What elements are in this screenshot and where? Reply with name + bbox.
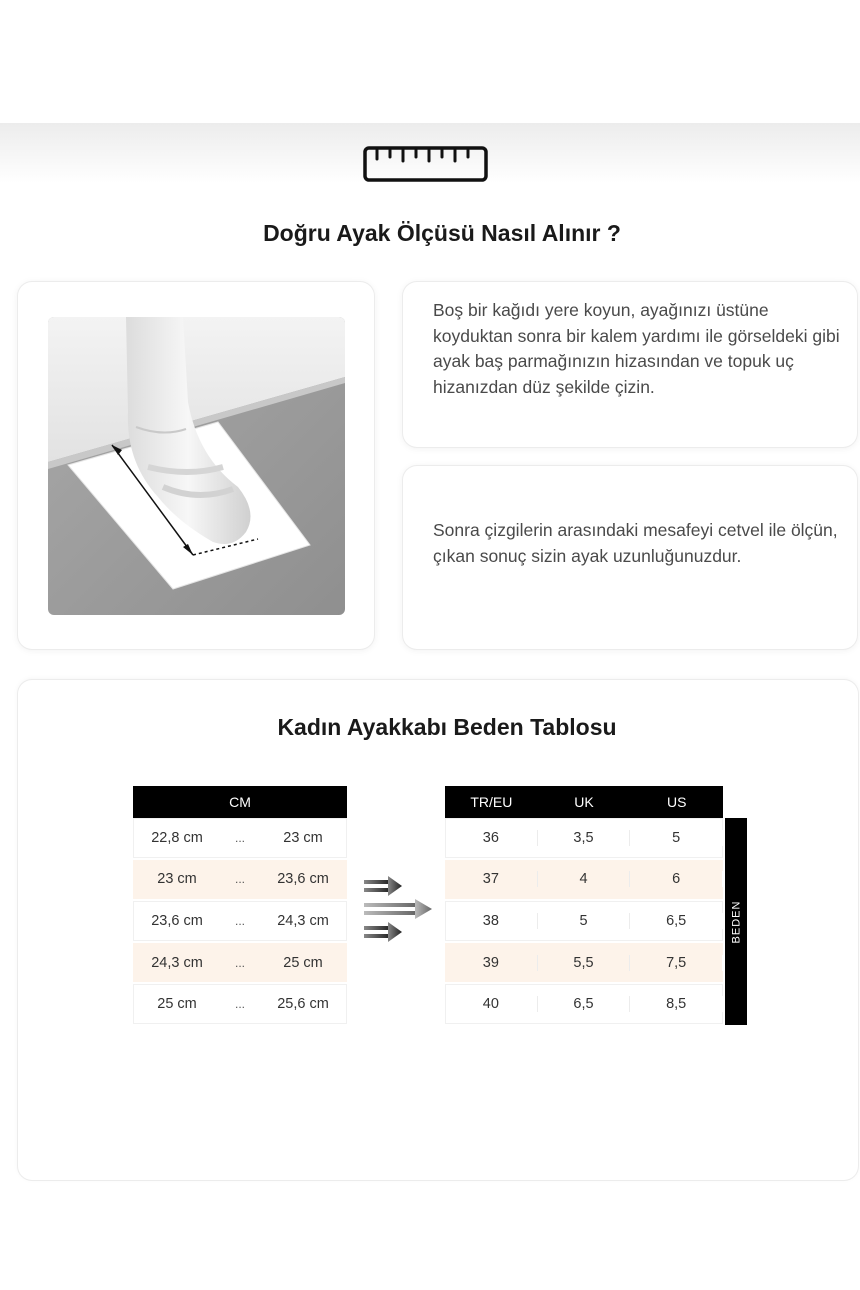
cm-from: 25 cm bbox=[157, 996, 197, 1013]
size-us: 5 bbox=[630, 830, 723, 846]
cm-table-header bbox=[133, 786, 347, 818]
cm-separator: ... bbox=[234, 830, 245, 845]
foot-measuring-photo bbox=[48, 317, 345, 615]
cm-row bbox=[133, 943, 347, 985]
cm-row bbox=[133, 818, 347, 860]
cm-from: 23 cm bbox=[157, 871, 197, 888]
cm-from: 24,3 cm bbox=[151, 954, 203, 971]
arrows-icon bbox=[360, 870, 440, 950]
size-us: 7,5 bbox=[630, 955, 723, 971]
cm-separator: ... bbox=[234, 913, 245, 928]
cm-separator: ... bbox=[234, 955, 245, 970]
size-table-header bbox=[445, 786, 723, 818]
beden-label: BEDEN bbox=[730, 900, 742, 943]
size-uk: 4 bbox=[538, 871, 631, 887]
size-row bbox=[445, 901, 723, 943]
size-uk: 5 bbox=[538, 913, 631, 929]
cm-to: 25,6 cm bbox=[277, 996, 329, 1013]
size-us: 8,5 bbox=[630, 996, 723, 1012]
size-tr-eu: 38 bbox=[445, 913, 538, 929]
cm-header-label: CM bbox=[229, 794, 251, 810]
cm-to: 25 cm bbox=[283, 954, 323, 971]
cm-to: 24,3 cm bbox=[277, 912, 329, 929]
size-chart-title: Kadın Ayakkabı Beden Tablosu bbox=[277, 714, 617, 740]
beden-side-bar bbox=[725, 818, 747, 1025]
page-title: Doğru Ayak Ölçüsü Nasıl Alınır ? bbox=[263, 220, 621, 246]
cm-to: 23,6 cm bbox=[277, 871, 329, 888]
size-row bbox=[445, 984, 723, 1026]
size-row bbox=[445, 818, 723, 860]
size-row bbox=[445, 943, 723, 985]
cm-from: 23,6 cm bbox=[151, 912, 203, 929]
header-tr-eu: TR/EU bbox=[470, 794, 513, 810]
size-tr-eu: 40 bbox=[445, 996, 538, 1012]
cm-separator: ... bbox=[234, 872, 245, 887]
size-uk: 5,5 bbox=[538, 955, 631, 971]
cm-table bbox=[133, 786, 347, 1026]
ruler-icon bbox=[363, 146, 488, 182]
size-table bbox=[445, 786, 723, 1026]
size-row bbox=[445, 860, 723, 902]
cm-row bbox=[133, 901, 347, 943]
size-uk: 3,5 bbox=[538, 830, 631, 846]
cm-from: 22,8 cm bbox=[151, 829, 203, 846]
size-us: 6,5 bbox=[630, 913, 723, 929]
step-1-text: Boş bir kağıdı yere koyun, ayağınızı üstüne koyduktan sonra bir kalem yardımı ile görseldeki gibi ayak baş parmağınızın hizasından ve topuk uç hizanızdan düz şekilde çizin. bbox=[433, 300, 840, 397]
size-tr-eu: 36 bbox=[445, 830, 538, 846]
cm-separator: ... bbox=[234, 997, 245, 1012]
size-tr-eu: 37 bbox=[445, 871, 538, 887]
header-us: US bbox=[666, 794, 687, 810]
size-us: 6 bbox=[630, 871, 723, 887]
cm-row bbox=[133, 984, 347, 1026]
cm-row bbox=[133, 860, 347, 902]
cm-to: 23 cm bbox=[283, 829, 323, 846]
step-2-text: Sonra çizgilerin arasındaki mesafeyi cetvel ile ölçün, çıkan sonuç sizin ayak uzunluğunuzdur. bbox=[433, 520, 838, 566]
size-uk: 6,5 bbox=[538, 996, 631, 1012]
size-tr-eu: 39 bbox=[445, 955, 538, 971]
header-uk: UK bbox=[574, 794, 594, 810]
